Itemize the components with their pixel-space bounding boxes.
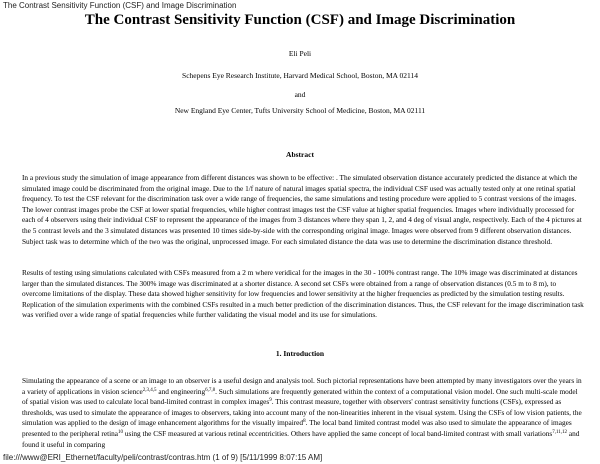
intro-sentence-3: . Such simulations are frequently generated within the context of a computational vision model. One such multi-scale model of spatial vision was used to calculate local band-limited contrast in complex images <box>22 386 578 407</box>
author-name: Eli Peli <box>288 49 312 58</box>
affiliation-2: New England Eye Center, Tufts University School of Medicine, Boston, MA 02111 <box>174 106 426 115</box>
citation-ref: 9 <box>269 398 272 404</box>
browser-header-title: The Contrast Sensitivity Function (CSF) and Image Discrimination <box>3 1 237 10</box>
citation-ref: 2,3,4,5 <box>142 387 157 393</box>
intro-sentence-6: using the CSF measured at various retinal eccentricities. Others have applied the same concept of local band-limited contrast with small variations <box>123 428 553 438</box>
abstract-paragraph-2 <box>22 268 584 321</box>
abstract-paragraph-1 <box>22 173 584 247</box>
intro-sentence-5: . The local band limited contrast model was also used to simulate the appearance of images presented to the peripheral retina <box>22 418 572 438</box>
abstract-paragraph-2-text: Results of testing using simulations calculated with CSFs measured from a 2 m where veridical for the images in the 30 - 100% contrast range. The 10% image was discriminated at distances larger than the simulated distances. The 300% image was discriminated at a shorter distance. A second set CSFs were obtained from a range of observation distances (0.5 m to 8 m), to overcome limitations of the display. These data showed higher sensitivity for low frequencies and lower sensitivity at the higher frequencies as predicted by the simulation testing results. Replication of the simulation experiments with the combined CSFs resulted in a much better prediction of the discrimination distances. Thus, the CSF relevant for the image discrimination task was verified over a wide range of spatial frequencies while further validating the visual model and its use for simulations. <box>22 268 584 320</box>
introduction-paragraph-text <box>22 376 584 450</box>
citation-ref: 7,11,12 <box>552 429 568 435</box>
paper-title: The Contrast Sensitivity Function (CSF) and Image Discrimination <box>84 12 516 28</box>
browser-footer-url: file:///www@ERI_Ethernet/faculty/peli/contrast/contras.htm (1 of 9) [5/11/1999 8:07:15 AM] <box>3 453 323 462</box>
intro-sentence-1: Simulating the appearance of a scene or an image to an observer is a useful design and analysis tool. Such pictorial representations have been attempted by many investigators over the years in a variety of applications in vision science <box>22 376 582 396</box>
abstract-heading: Abstract <box>286 150 314 159</box>
citation-ref: 8 <box>303 419 306 425</box>
intro-sentence-7: and found it useful in comparing <box>22 428 580 449</box>
citation-ref: 10 <box>118 429 124 435</box>
citation-ref: 6,7,8 <box>205 387 216 393</box>
intro-sentence-2: and engineering <box>156 386 206 396</box>
introduction-heading: 1. Introduction <box>275 349 325 358</box>
affiliation-and: and <box>294 90 306 99</box>
introduction-paragraph <box>22 376 584 450</box>
intro-sentence-4: . This contrast measure, together with observers' contrast sensitivity functions (CSFs), expressed as thresholds, was used to simulate the appearance of images to observers, taking into account many of the non-linearities inherent in the visual system. Using the CSFs of low vision patients, the simulation was applied to the design of image enhancement algorithms for the visually impaired <box>22 397 582 428</box>
affiliation-1: Schepens Eye Research Institute, Harvard Medical School, Boston, MA 02114 <box>182 71 418 80</box>
abstract-paragraph-1-text: In a previous study the simulation of image appearance from different distances was shown to be effective: . The simulated observation distance accurately predicted the distance at which the simulated image could be discriminated from the original image. Due to the 1/f nature of natural images spatial spectra, the individual CSF used was actually tested only at one retinal spatial frequency. To test the CSF relevant for the discrimination task over a wide range of frequencies, the same simulations and testing procedure were applied to 5 contrast versions of the images. The lower contrast images probe the CSF at lower spatial frequencies, while higher contrast images test the CSF value at higher spatial frequencies. Images where individually processed for each of 4 observers using their individual CSF to represent the appearance of the images from 3 distances where they span 1, 2, and 4 deg of visual angle, respectively. Each of the 4 pictures at the 5 contrast levels and the 3 simulated distances was presented 10 times side-by-side with the corresponding original image. Images were observed from 9 different observation distances. Subject task was to determine which of the two was the original, unprocessed image. For each simulated distance the data was use to determine the discrimination distance threshold. <box>22 173 582 246</box>
